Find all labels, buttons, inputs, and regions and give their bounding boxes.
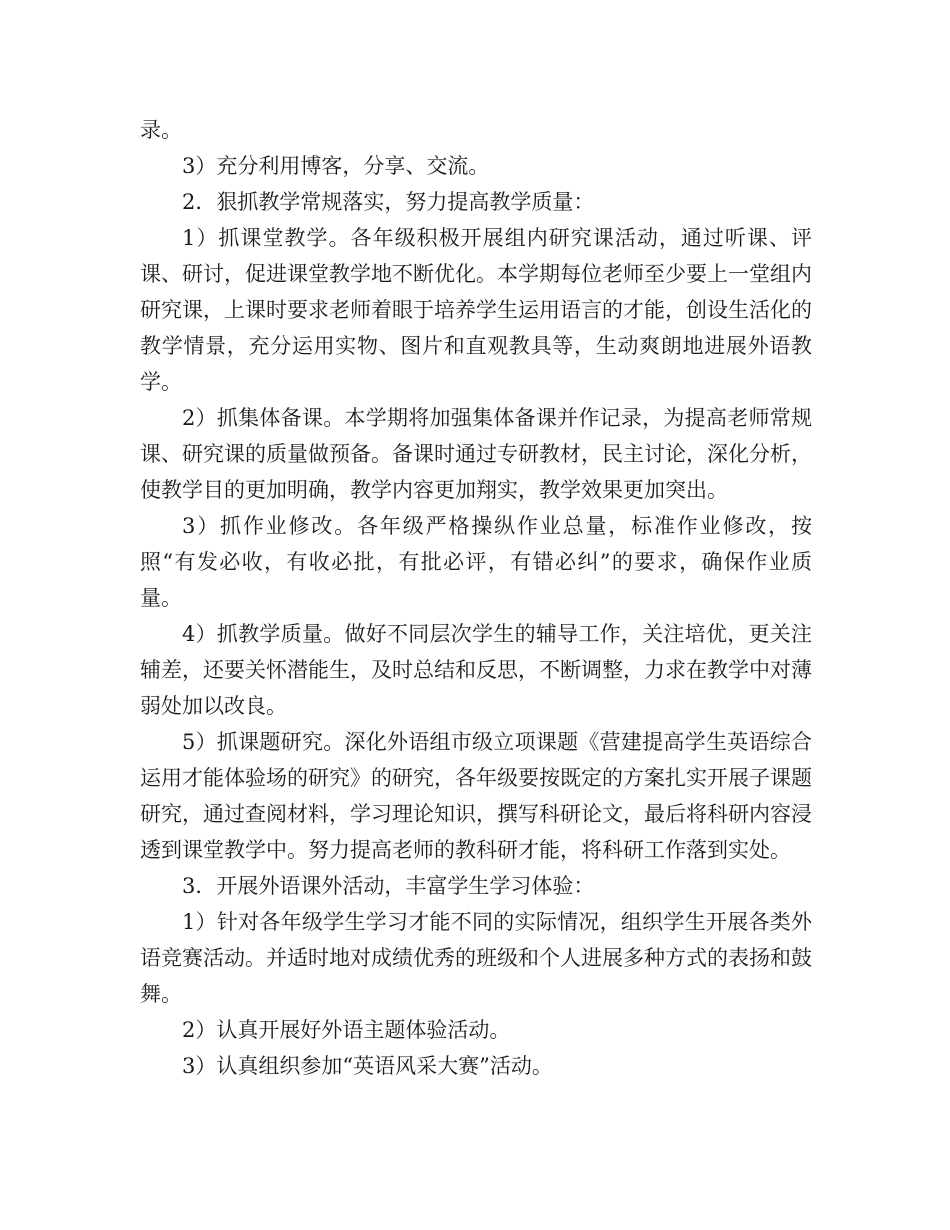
paragraph-research-project: 5）抓课题研究。深化外语组市级立项课题《营建提高学生英语综合运用才能体验场的研究》的研究，各年级要按既定的方案扎实开展子课题研究，通过查阅材料，学习理论知识，撰写科研论文，最后将科研内容浸透到课堂教学中。努力提高老师的教科研才能，将科研工作落到实处。: [140, 730, 812, 862]
paragraph-competitions: 1）针对各年级学生学习才能不同的实际情况，组织学生开展各类外语竞赛活动。并适时地对成绩优秀的班级和个人进展多种方式的表扬和鼓舞。: [140, 910, 812, 1006]
heading-extracurricular-activities: 3．开展外语课外活动，丰富学生学习体验：: [182, 874, 595, 898]
paragraph-homework-correction: 3）抓作业修改。各年级严格操纵作业总量，标准作业修改，按照“有发必收，有收必批，有批必评，有错必纠”的要求，确保作业质量。: [140, 514, 812, 610]
heading-teaching-routine: 2．狠抓教学常规落实，努力提高教学质量：: [182, 190, 595, 214]
paragraph-english-contest: 3）认真组织参加“英语风采大赛”活动。: [182, 1054, 553, 1078]
paragraph-theme-activities: 2）认真开展好外语主题体验活动。: [182, 1018, 511, 1042]
paragraph-continuation: 录。: [140, 118, 182, 142]
paragraph-classroom-teaching: 1）抓课堂教学。各年级积极开展组内研究课活动，通过听课、评课、研讨，促进课堂教学地不断优化。本学期每位老师至少要上一堂组内研究课，上课时要求老师着眼于培养学生运用语言的才能，创设生活化的教学情景，充分运用实物、图片和直观教具等，生动爽朗地进展外语教学。: [140, 226, 812, 394]
document-page: [140, 112, 812, 1084]
paragraph-teaching-quality: 4）抓教学质量。做好不同层次学生的辅导工作，关注培优，更关注辅差，还要关怀潜能生，及时总结和反思，不断调整，力求在教学中对薄弱处加以改良。: [140, 622, 812, 718]
paragraph-blog-sharing: 3）充分利用博客，分享、交流。: [182, 154, 490, 178]
paragraph-collective-lesson-prep: 2）抓集体备课。本学期将加强集体备课并作记录，为提高老师常规课、研究课的质量做预备。备课时通过专研教材，民主讨论，深化分析，使教学目的更加明确，教学内容更加翔实，教学效果更加突出。: [140, 406, 812, 502]
